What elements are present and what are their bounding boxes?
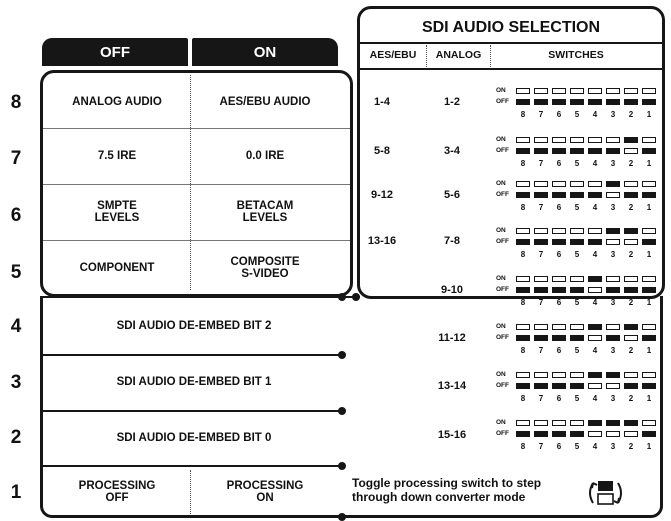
switch-off-position (570, 287, 584, 293)
switch-number-label: 8 (520, 346, 526, 355)
switch-number-label: 1 (646, 250, 652, 259)
switch-number-label: 3 (610, 203, 616, 212)
switch-off-position (516, 99, 530, 105)
switch-number-label: 1 (646, 394, 652, 403)
switch-off-position (516, 192, 530, 198)
switch-off-position (588, 431, 602, 437)
switch-off-position (516, 335, 530, 341)
switch-on-position (516, 276, 530, 282)
connector-line (40, 465, 342, 467)
switch-diagram (496, 272, 666, 312)
switch-number-label: 5 (574, 442, 580, 451)
switch-number-label: 7 (538, 250, 544, 259)
switch-on-position (552, 420, 566, 426)
aes-value: 9-12 (370, 189, 394, 201)
switch-on-position (642, 276, 656, 282)
switch-off-position (570, 383, 584, 389)
switch-number-2: 2 (10, 427, 22, 448)
switch-number-label: 3 (610, 110, 616, 119)
switch-off-position (570, 239, 584, 245)
switch-off-position (552, 287, 566, 293)
switch-on-position (588, 420, 602, 426)
switch-off-position (534, 335, 548, 341)
switch-on-position (570, 88, 584, 94)
switch-number-label: 5 (574, 159, 580, 168)
on-label: ON (496, 136, 506, 143)
switch-number-label: 7 (538, 298, 544, 307)
switch-number-label: 2 (628, 203, 634, 212)
switch-number-8: 8 (10, 92, 22, 113)
switch-number-label: 3 (610, 250, 616, 259)
switch-number-7: 7 (10, 148, 22, 169)
switch-number-1: 1 (10, 482, 22, 503)
switch-number-label: 2 (628, 346, 634, 355)
switch-off-position (516, 383, 530, 389)
switch-number-label: 4 (592, 250, 598, 259)
switch-off-position (606, 287, 620, 293)
switch-off-position (534, 383, 548, 389)
switch-off-position (642, 287, 656, 293)
processing-note: Toggle processing switch to step through down converter mode (352, 476, 542, 504)
switch-off-position (588, 99, 602, 105)
switch-on-position (534, 276, 548, 282)
switch-on-position (624, 137, 638, 143)
switch-3-label: SDI AUDIO DE-EMBED BIT 1 (116, 376, 272, 388)
aes-value: 13-16 (367, 235, 397, 247)
off-label: OFF (496, 430, 509, 437)
off-label: OFF (496, 382, 509, 389)
switch-on-position (516, 372, 530, 378)
switch-off-position (552, 99, 566, 105)
col-aes-ebu: AES/EBU (369, 49, 417, 61)
switch-on-position (570, 181, 584, 187)
switch-on-position (516, 420, 530, 426)
switch-number-label: 1 (646, 346, 652, 355)
switch-off-position (516, 148, 530, 154)
row-divider (43, 128, 350, 129)
switch-on-position (642, 324, 656, 330)
switch-on-position (534, 228, 548, 234)
aes-value: 5-8 (374, 145, 390, 157)
switch-number-label: 7 (538, 110, 544, 119)
switch-on-position (588, 181, 602, 187)
analog-value: 3-4 (444, 145, 460, 157)
switch-on-position (588, 88, 602, 94)
aes-value: 1-4 (374, 96, 390, 108)
switch-off-position (588, 239, 602, 245)
switch-on-position (534, 372, 548, 378)
switch-on-position (534, 420, 548, 426)
switch-on-position (552, 228, 566, 234)
row-divider (43, 184, 350, 185)
off-label: OFF (496, 147, 509, 154)
switch-on-position (570, 372, 584, 378)
switch-number-label: 8 (520, 203, 526, 212)
switch-off-position (606, 148, 620, 154)
off-label: OFF (496, 238, 509, 245)
switch-number-label: 5 (574, 298, 580, 307)
switch-off-position (570, 99, 584, 105)
switch-number-label: 8 (520, 110, 526, 119)
switch-on-position (606, 324, 620, 330)
switch-off-position (588, 383, 602, 389)
switch-on-position (606, 420, 620, 426)
off-label: OFF (496, 98, 509, 105)
switch-number-label: 2 (628, 159, 634, 168)
switch-number-label: 1 (646, 298, 652, 307)
switch-number-label: 8 (520, 159, 526, 168)
switch-number-label: 1 (646, 110, 652, 119)
switch-number-label: 8 (520, 298, 526, 307)
switch-number-label: 6 (556, 203, 562, 212)
switch-number-label: 5 (574, 110, 580, 119)
column-divider (190, 75, 191, 290)
analog-value: 15-16 (437, 429, 467, 441)
switch-off-position (570, 192, 584, 198)
switch-number-label: 2 (628, 298, 634, 307)
switch-5-on-label: COMPOSITE S-VIDEO (230, 256, 300, 280)
switch-on-position (624, 372, 638, 378)
switch-number-label: 6 (556, 110, 562, 119)
switch-7-off-label: 7.5 IRE (97, 150, 137, 162)
switch-off-position (570, 335, 584, 341)
switch-6-off-label: SMPTE LEVELS (94, 200, 140, 224)
switch-number-label: 1 (646, 203, 652, 212)
switch-off-position (534, 287, 548, 293)
switch-on-position (606, 181, 620, 187)
switch-on-position (642, 181, 656, 187)
switch-on-position (570, 324, 584, 330)
analog-value: 13-14 (437, 380, 467, 392)
switch-number-label: 7 (538, 203, 544, 212)
switch-number-label: 2 (628, 442, 634, 451)
sdi-header-divider (360, 42, 662, 44)
switch-on-position (624, 228, 638, 234)
switch-on-position (516, 181, 530, 187)
on-label: ON (496, 323, 506, 330)
switch-number-label: 8 (520, 442, 526, 451)
switch-on-position (642, 88, 656, 94)
switch-number-label: 7 (538, 346, 544, 355)
switch-number-label: 5 (574, 250, 580, 259)
switch-on-position (588, 228, 602, 234)
switch-off-position (642, 383, 656, 389)
switch-on-position (606, 276, 620, 282)
on-label: ON (496, 419, 506, 426)
switch-number-label: 6 (556, 250, 562, 259)
switch-off-position (624, 335, 638, 341)
switch-off-position (642, 431, 656, 437)
switch-on-position (534, 324, 548, 330)
switch-on-position (606, 88, 620, 94)
switch-on-position (588, 276, 602, 282)
switch-off-position (552, 192, 566, 198)
switch-number-5: 5 (10, 262, 22, 283)
switch-diagram (496, 133, 666, 173)
switch-on-position (588, 372, 602, 378)
switch-number-label: 4 (592, 346, 598, 355)
switch-off-position (642, 99, 656, 105)
on-label: ON (496, 180, 506, 187)
on-label: ON (496, 87, 506, 94)
switch-off-position (588, 148, 602, 154)
switch-1-on-label: PROCESSING ON (226, 480, 304, 504)
switch-8-on-label: AES/EBU AUDIO (219, 96, 311, 108)
switch-on-position (642, 372, 656, 378)
switch-on-position (606, 372, 620, 378)
header-on: ON (192, 38, 338, 66)
switch-off-position (534, 192, 548, 198)
switch-on-position (624, 181, 638, 187)
switch-on-position (534, 88, 548, 94)
switch-off-position (534, 148, 548, 154)
switch-number-4: 4 (10, 316, 22, 337)
switch-number-label: 4 (592, 394, 598, 403)
switch-off-position (642, 192, 656, 198)
col-switches: SWITCHES (548, 49, 604, 61)
switch-on-position (624, 88, 638, 94)
switch-off-position (570, 431, 584, 437)
switch-number-label: 1 (646, 442, 652, 451)
switch-on-position (642, 420, 656, 426)
switch-on-position (516, 324, 530, 330)
on-label: ON (496, 275, 506, 282)
switch-off-position (606, 335, 620, 341)
switch-on-position (624, 276, 638, 282)
switch-number-label: 6 (556, 394, 562, 403)
on-label: ON (496, 371, 506, 378)
switch-number-label: 3 (610, 394, 616, 403)
switch-6-on-label: BETACAM LEVELS (236, 200, 294, 224)
connector-dot (352, 293, 360, 301)
switch-number-label: 1 (646, 159, 652, 168)
switch-off-position (516, 239, 530, 245)
switch-on-position (570, 276, 584, 282)
column-divider (190, 470, 191, 514)
switch-off-position (642, 335, 656, 341)
switch-off-position (642, 239, 656, 245)
switch-number-label: 7 (538, 442, 544, 451)
switch-on-position (624, 324, 638, 330)
toggle-switch-icon (584, 477, 628, 509)
analog-value: 11-12 (438, 332, 466, 344)
switch-on-position (516, 137, 530, 143)
switch-off-position (552, 431, 566, 437)
switch-off-position (624, 431, 638, 437)
switch-off-position (624, 287, 638, 293)
switch-number-label: 3 (610, 442, 616, 451)
switch-on-position (588, 137, 602, 143)
switch-diagram (496, 177, 666, 217)
switch-on-position (552, 181, 566, 187)
switch-number-label: 2 (628, 250, 634, 259)
col-analog: ANALOG (435, 49, 482, 61)
switch-off-position (552, 239, 566, 245)
switch-on-position (516, 228, 530, 234)
switch-on-position (552, 276, 566, 282)
off-label: OFF (496, 334, 509, 341)
switch-on-position (570, 228, 584, 234)
switch-5-off-label: COMPONENT (79, 262, 155, 274)
switch-number-label: 4 (592, 159, 598, 168)
switch-number-label: 3 (610, 346, 616, 355)
sdi-title: SDI AUDIO SELECTION (421, 19, 601, 36)
switch-off-position (516, 431, 530, 437)
switch-on-position (642, 228, 656, 234)
switch-on-position (570, 137, 584, 143)
switch-number-label: 5 (574, 394, 580, 403)
switch-2-label: SDI AUDIO DE-EMBED BIT 0 (116, 432, 272, 444)
switch-1-off-label: PROCESSING OFF (78, 480, 156, 504)
switch-number-label: 6 (556, 298, 562, 307)
switch-number-label: 2 (628, 110, 634, 119)
switch-4-label: SDI AUDIO DE-EMBED BIT 2 (116, 320, 272, 332)
switch-number-label: 8 (520, 250, 526, 259)
switch-number-label: 3 (610, 298, 616, 307)
switch-number-label: 4 (592, 203, 598, 212)
switch-on-position (552, 372, 566, 378)
switch-number-label: 7 (538, 159, 544, 168)
switch-on-position (552, 137, 566, 143)
switch-on-position (552, 88, 566, 94)
switch-off-position (588, 287, 602, 293)
switch-on-position (516, 88, 530, 94)
switch-on-position (534, 181, 548, 187)
switch-off-position (606, 431, 620, 437)
sdi-column-header-divider (360, 68, 662, 70)
switch-number-label: 2 (628, 394, 634, 403)
switch-off-position (552, 335, 566, 341)
switch-on-position (588, 324, 602, 330)
switch-off-position (624, 239, 638, 245)
switch-off-position (534, 431, 548, 437)
switch-number-label: 4 (592, 298, 598, 307)
analog-value: 7-8 (444, 235, 460, 247)
switch-off-position (552, 148, 566, 154)
switch-off-position (516, 287, 530, 293)
switch-off-position (606, 192, 620, 198)
row-divider (43, 240, 350, 241)
switch-number-label: 8 (520, 394, 526, 403)
switch-number-3: 3 (10, 372, 22, 393)
switch-number-label: 6 (556, 442, 562, 451)
switch-number-6: 6 (10, 205, 22, 226)
on-label: ON (496, 227, 506, 234)
header-off: OFF (42, 38, 188, 66)
switch-diagram (496, 368, 666, 408)
switch-off-position (624, 383, 638, 389)
switch-diagram (496, 416, 666, 456)
switch-off-position (534, 99, 548, 105)
switch-on-position (570, 420, 584, 426)
switch-7-on-label: 0.0 IRE (245, 150, 285, 162)
switch-diagram (496, 320, 666, 360)
switch-number-label: 7 (538, 394, 544, 403)
switch-off-position (588, 335, 602, 341)
switch-off-position (534, 239, 548, 245)
switch-number-label: 3 (610, 159, 616, 168)
switch-number-label: 5 (574, 346, 580, 355)
analog-value: 9-10 (440, 284, 464, 296)
switch-off-position (606, 239, 620, 245)
switch-on-position (606, 228, 620, 234)
switch-8-off-label: ANALOG AUDIO (72, 96, 162, 108)
connector-line (40, 296, 360, 298)
analog-value: 1-2 (444, 96, 460, 108)
switch-off-position (642, 148, 656, 154)
switch-off-position (588, 192, 602, 198)
switch-off-position (624, 192, 638, 198)
switch-diagram (496, 224, 666, 264)
switch-off-position (606, 383, 620, 389)
switch-diagram (496, 84, 666, 124)
switch-off-position (606, 99, 620, 105)
analog-value: 5-6 (444, 189, 460, 201)
switch-number-label: 4 (592, 442, 598, 451)
switch-on-position (534, 137, 548, 143)
switch-on-position (642, 137, 656, 143)
switch-number-label: 4 (592, 110, 598, 119)
switch-off-position (624, 99, 638, 105)
switch-on-position (552, 324, 566, 330)
switch-number-label: 6 (556, 346, 562, 355)
switch-off-position (570, 148, 584, 154)
off-label: OFF (496, 191, 509, 198)
switch-on-position (624, 420, 638, 426)
switch-number-label: 5 (574, 203, 580, 212)
off-label: OFF (496, 286, 509, 293)
switch-off-position (552, 383, 566, 389)
switch-off-position (624, 148, 638, 154)
switch-on-position (606, 137, 620, 143)
switch-number-label: 6 (556, 159, 562, 168)
